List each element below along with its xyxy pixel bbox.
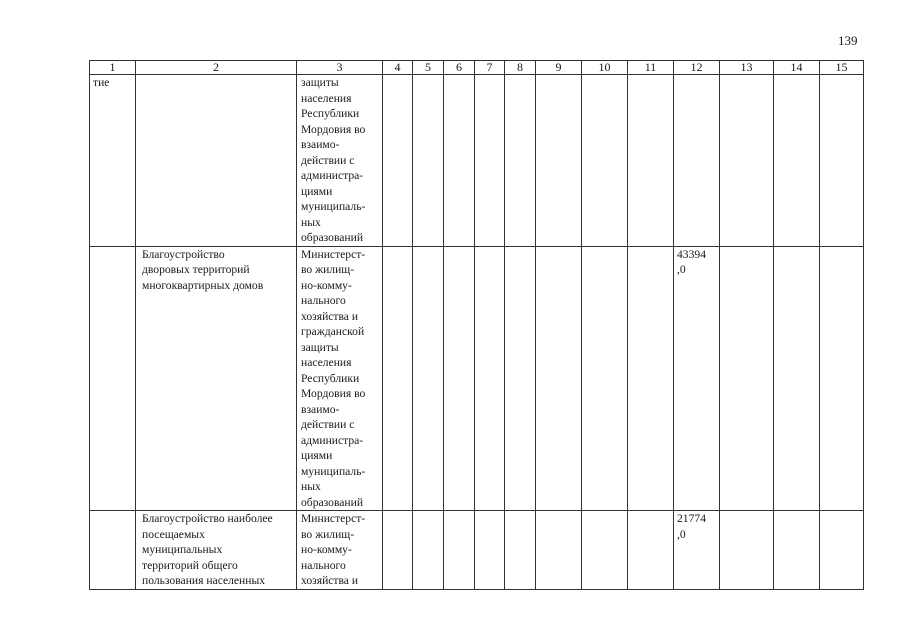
- row-cell-col3: защиты населения Республики Мордовия во взаимо- действии с администра- циями муниципаль- ных образований: [297, 75, 383, 247]
- row-cell-empty: [720, 75, 774, 247]
- row-cell-empty: [536, 246, 582, 511]
- row-cell-empty: [582, 75, 628, 247]
- header-cell: 10: [582, 61, 628, 75]
- header-cell: 12: [674, 61, 720, 75]
- row-cell-empty: [720, 511, 774, 590]
- row-cell-col12: [674, 75, 720, 247]
- row-cell-empty: [720, 246, 774, 511]
- row-cell-col1: [90, 246, 136, 511]
- row-cell-col2: [136, 75, 297, 247]
- row-cell-empty: [628, 75, 674, 247]
- row-cell-empty: [628, 511, 674, 590]
- table-row: [90, 75, 864, 247]
- header-cell: 1: [90, 61, 136, 75]
- header-cell: 2: [136, 61, 297, 75]
- row-cell-col12: 21774 ,0: [674, 511, 720, 590]
- row-cell-empty: [444, 75, 475, 247]
- row-cell-empty: [383, 246, 413, 511]
- row-cell-empty: [536, 75, 582, 247]
- row-cell-empty: [383, 511, 413, 590]
- header-cell: 6: [444, 61, 475, 75]
- row-cell-empty: [505, 75, 536, 247]
- header-cell: 8: [505, 61, 536, 75]
- document-table: [89, 60, 864, 590]
- row-cell-empty: [774, 511, 820, 590]
- row-cell-col3: Министерст- во жилищ- но-комму- нального хозяйства и гражданской защиты населения Республики Мордовия во взаимо- действии с администра- циями муниципаль- ных образований: [297, 246, 383, 511]
- row-cell-col2: Благоустройство дворовых территорий многоквартирных домов: [136, 246, 297, 511]
- row-cell-empty: [475, 511, 505, 590]
- row-cell-empty: [628, 246, 674, 511]
- row-cell-empty: [444, 511, 475, 590]
- header-cell: 9: [536, 61, 582, 75]
- row-cell-col3: Министерст- во жилищ- но-комму- нального хозяйства и: [297, 511, 383, 590]
- row-cell-empty: [475, 246, 505, 511]
- row-cell-empty: [536, 511, 582, 590]
- row-cell-empty: [582, 246, 628, 511]
- page-number: 139: [838, 33, 858, 48]
- header-cell: 5: [413, 61, 444, 75]
- row-cell-empty: [413, 75, 444, 247]
- table-row: [90, 511, 864, 590]
- row-cell-empty: [820, 246, 864, 511]
- row-cell-col12: 43394 ,0: [674, 246, 720, 511]
- header-cell: 3: [297, 61, 383, 75]
- header-cell: 7: [475, 61, 505, 75]
- header-cell: 4: [383, 61, 413, 75]
- row-cell-empty: [413, 511, 444, 590]
- row-cell-empty: [582, 511, 628, 590]
- row-cell-col1: [90, 511, 136, 590]
- row-cell-empty: [444, 246, 475, 511]
- row-cell-empty: [774, 246, 820, 511]
- row-cell-empty: [820, 511, 864, 590]
- row-cell-col2: Благоустройство наиболее посещаемых муниципальных территорий общего пользования населенных: [136, 511, 297, 590]
- table-header-row: [90, 61, 864, 75]
- row-cell-empty: [820, 75, 864, 247]
- row-cell-empty: [505, 511, 536, 590]
- header-cell: 13: [720, 61, 774, 75]
- row-cell-empty: [505, 246, 536, 511]
- row-cell-empty: [774, 75, 820, 247]
- header-cell: 11: [628, 61, 674, 75]
- row-cell-empty: [413, 246, 444, 511]
- row-cell-empty: [383, 75, 413, 247]
- row-cell-empty: [475, 75, 505, 247]
- row-cell-col1: тие: [90, 75, 136, 247]
- table-row: [90, 246, 864, 511]
- header-cell: 14: [774, 61, 820, 75]
- header-cell: 15: [820, 61, 864, 75]
